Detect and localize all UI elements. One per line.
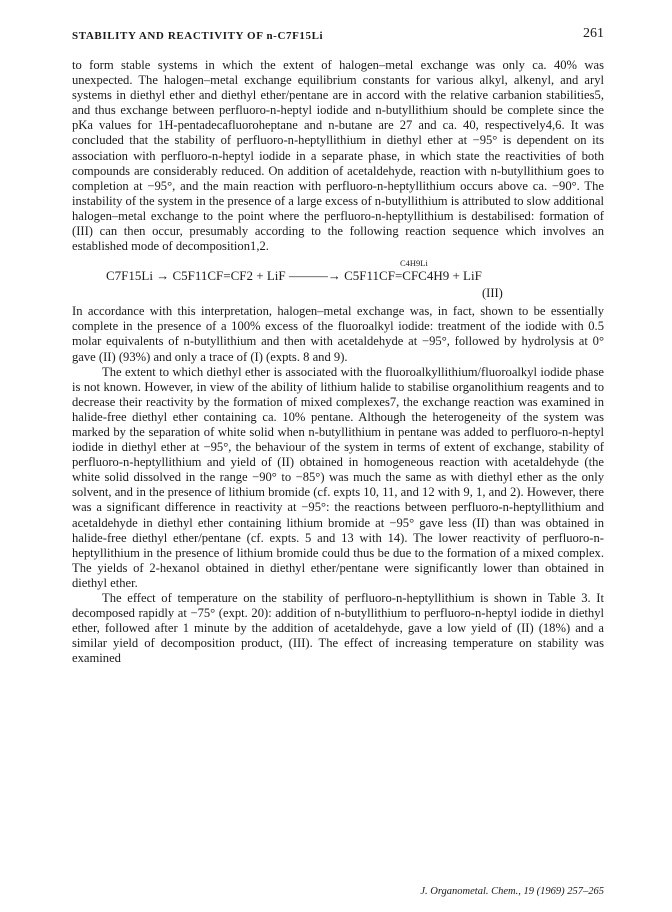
equation-label: (III) [482, 286, 503, 301]
equation-reagent: C4H9Li [400, 258, 428, 269]
page-number: 261 [583, 26, 604, 41]
equation-text: C7F15Li → C5F11CF=CF2 + LiF ———→ C5F11CF=CFC4H9 + LiF [106, 268, 482, 284]
paragraph: to form stable systems in which the extent of halogen–metal exchange was only ca. 40% was unexpected. The halogen–metal exchange equilibrium constants for various alkyl, alkenyl, and aryl systems in diethyl ether and diethyl ether/pentane are in accord with the relative carbanion stabilities5, and thus exchange between perfluoro-n-heptyl iodide and n-butyllithium should be complete since the pKa values for 1H-pentadecafluoroheptane and n-butane are 27 and ca. 40, respectively4,6. It was concluded that the stability of perfluoro-n-heptyllithium in diethyl ether at −95° is dependent on its association with perfluoro-n-heptyl iodide in a separate phase, in which state the reactivities of both compounds are considerably reduced. On addition of acetaldehyde, reaction with n-butyllithium goes to completion at −95°, and the main reaction with perfluoro-n-heptyllithium occurs above ca. −90°. The instability of the system in the presence of a large excess of n-butyllithium is attributed to slow additional halogen–metal exchange to the point where the perfluoro-n-heptyllithium is destabilised: formation of (III) can then occur, presumably according to the following reaction sequence which involves an established mode of decomposition1,2. [72, 58, 604, 254]
paragraph: In accordance with this interpretation, halogen–metal exchange was, in fact, shown to be essentially complete in the presence of a 100% excess of the fluoroalkyl iodide: treatment of the iodide with 0.5 molar equivalents of n-butyllithium and then with acetaldehyde at −95°, followed by hydrolysis at 0° gave (II) (93%) and only a trace of (I) (expts. 8 and 9). [72, 304, 604, 364]
reaction-equation [72, 256, 604, 300]
page-header [72, 26, 604, 46]
paragraph: The extent to which diethyl ether is associated with the fluoroalkyllithium/fluoroalkyl iodide phase is not known. However, in view of the ability of lithium halide to stabilise organolithium reagents and to decrease their reactivity by the formation of mixed complexes7, the exchange reaction was examined in halide-free diethyl ether containing ca. 10% pentane. Although the heterogeneity of the system was marked by the separation of white solid when n-butyllithium in pentane was added to perfluoro-n-heptyl iodide in diethyl ether at −95°, the behaviour of the system in terms of extent of exchange, stability of perfluoro-n-heptyllithium and yield of (II) obtained in homogeneous reaction with acetaldehyde (the white solid dissolved in the range −90° to −85°) was much the same as with diethyl ether as the only solvent, and in the presence of lithium bromide (cf. expts 10, 11, and 12 with 9, 1, and 2). However, there was a significant difference in reactivity at −95°: the reactions between perfluoro-n-heptyllithium and acetaldehyde in diethyl ether containing lithium bromide at −95° gave less (II) than was obtained in halide-free diethyl ether/pentane (cf. expts. 5 and 13 with 14). The lower reactivity of perfluoro-n-heptyllithium in the presence of lithium bromide could thus be due to the formation of a mixed complex. The yields of 2-hexanol obtained in diethyl ether/pentane were significantly lower than obtained in diethyl ether. [72, 364, 604, 590]
paragraph: The effect of temperature on the stability of perfluoro-n-heptyllithium is shown in Table 3. It decomposed rapidly at −75° (expt. 20): addition of n-butyllithium to perfluoro-n-heptyl iodide in diethyl ether, followed after 1 minute by the addition of acetaldehyde, gave a low yield of (II) (18%) and a similar yield of decomposition product, (III). The effect of increasing temperature on stability was examined [72, 591, 604, 666]
journal-citation: J. Organometal. Chem., 19 (1969) 257–265 [420, 886, 604, 897]
body-text [72, 58, 604, 666]
running-title: STABILITY AND REACTIVITY OF n-C7F15Li [72, 30, 324, 42]
